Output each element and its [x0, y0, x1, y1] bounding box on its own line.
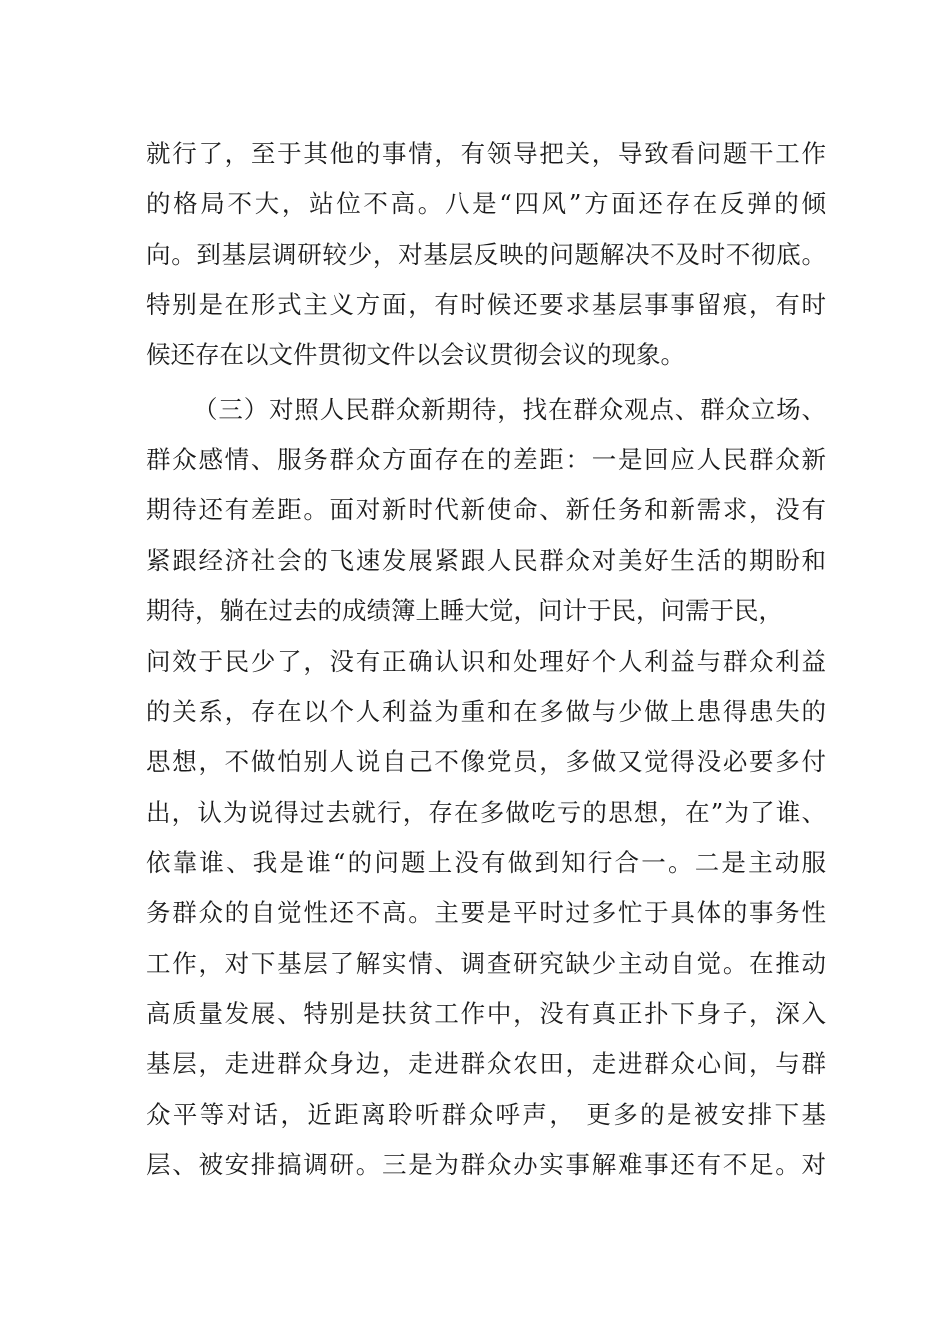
- text-line: 向。到基层调研较少，对基层反映的问题解决不及时不彻底。: [146, 239, 826, 269]
- text-line: 高质量发展、特别是扶贫工作中，没有真正扑下身子，深入: [146, 998, 826, 1028]
- text-line: 依靠谁、我是谁“的问题上没有做到知行合一。二是主动服: [146, 847, 826, 877]
- text-line: 基层，走进群众身边，走进群众农田，走进群众心间，与群: [146, 1049, 826, 1079]
- text-line: 群众感情、服务群众方面存在的差距：一是回应人民群众新: [146, 445, 826, 475]
- text-line: 紧跟经济社会的飞速发展紧跟人民群众对美好生活的期盼和: [146, 545, 826, 575]
- text-line: 特别是在形式主义方面，有时候还要求基层事事留痕，有时: [146, 290, 826, 320]
- text-line: 工作，对下基层了解实情、调查研究缺少主动自觉。在推动: [146, 948, 826, 978]
- text-line: 的关系，存在以个人利益为重和在多做与少做上患得患失的: [146, 696, 826, 726]
- text-line: 思想，不做怕别人说自己不像党员，多做又觉得没必要多付: [146, 747, 826, 777]
- text-line: （三）对照人民群众新期待，找在群众观点、群众立场、: [193, 394, 826, 424]
- text-line: 层、被安排搞调研。三是为群众办实事解难事还有不足。对: [146, 1150, 826, 1179]
- text-line: 的格局不大，站位不高。八是“四风”方面还存在反弹的倾: [146, 189, 826, 219]
- text-line: 众平等对话，近距离聆听群众呼声， 更多的是被安排下基: [146, 1099, 826, 1129]
- text-line: 出，认为说得过去就行，存在多做吃亏的思想，在”为了谁、: [146, 797, 826, 827]
- text-line: 期待，躺在过去的成绩簿上睡大觉，问计于民，问需于民，: [146, 596, 783, 626]
- text-line: 务群众的自觉性还不高。主要是平时过多忙于具体的事务性: [146, 898, 826, 928]
- text-line: 问效于民少了，没有正确认识和处理好个人利益与群众利益: [146, 646, 826, 676]
- text-line: 期待还有差距。面对新时代新使命、新任务和新需求，没有: [146, 495, 826, 525]
- text-line: 就行了，至于其他的事情，有领导把关，导致看问题干工作: [146, 139, 826, 168]
- text-line: 候还存在以文件贯彻文件以会议贯彻会议的现象。: [146, 340, 685, 370]
